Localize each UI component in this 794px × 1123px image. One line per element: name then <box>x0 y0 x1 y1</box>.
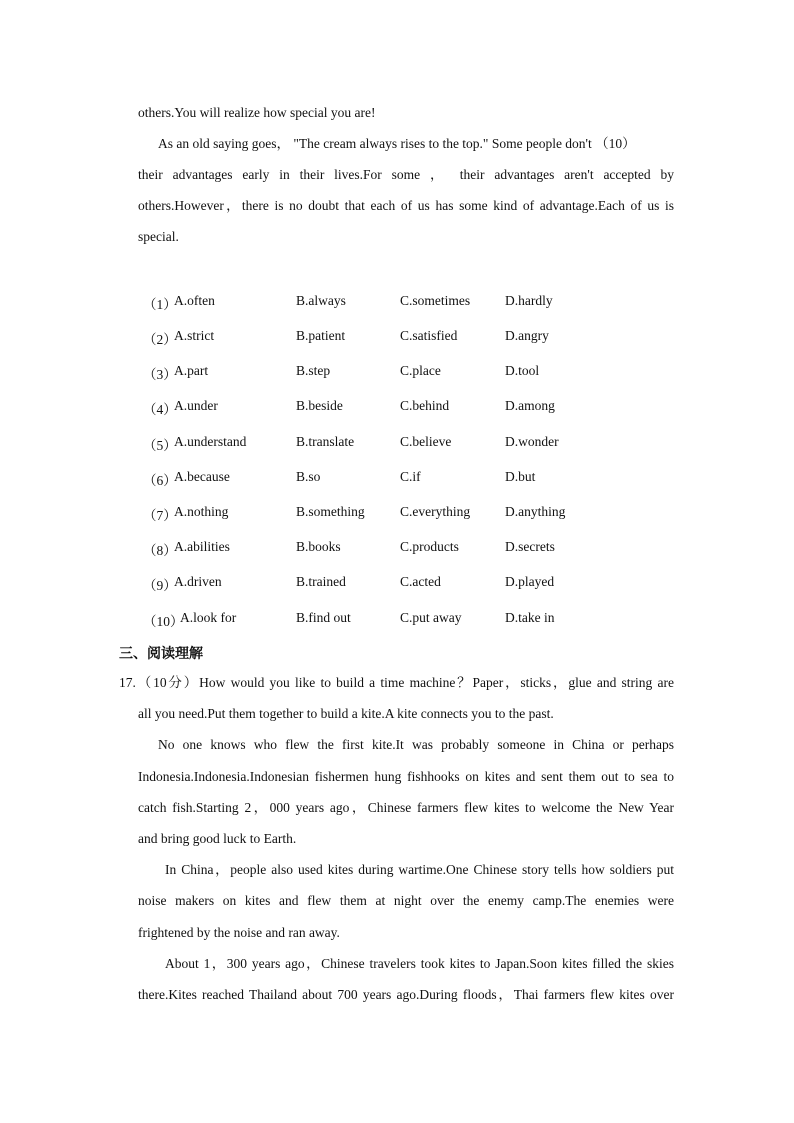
choice-b: B.patient <box>296 328 346 343</box>
choice-a: A.nothing <box>174 504 229 519</box>
passage-line: About 1，300 years ago，Chinese travelers took kites to Japan.Soon kites filled the skies <box>165 956 674 971</box>
choice-b: B.books <box>296 539 341 554</box>
choice-d: D.anything <box>505 504 566 519</box>
choice-a: A.abilities <box>174 539 230 554</box>
question-number: （4） <box>143 402 177 417</box>
choice-a: A.under <box>174 398 218 413</box>
option-row <box>143 539 683 557</box>
question-number: （1） <box>143 297 177 312</box>
question-number: （2） <box>143 332 177 347</box>
choice-c: C.satisfied <box>400 328 458 343</box>
question-number: （5） <box>143 438 177 453</box>
question-number: （6） <box>143 473 177 488</box>
choice-c: C.believe <box>400 434 452 449</box>
choice-d: D.wonder <box>505 434 559 449</box>
choice-a: A.part <box>174 363 209 378</box>
option-row <box>143 363 683 381</box>
choice-b: B.find out <box>296 610 351 625</box>
choice-a: A.look for <box>180 610 237 625</box>
choice-b: B.always <box>296 293 346 308</box>
choice-d: D.hardly <box>505 293 553 308</box>
choice-c: C.place <box>400 363 441 378</box>
option-row <box>143 574 683 592</box>
choice-c: C.if <box>400 469 421 484</box>
choice-c: C.sometimes <box>400 293 471 308</box>
option-row <box>143 469 683 487</box>
option-row <box>143 504 683 522</box>
choice-d: D.among <box>505 398 555 413</box>
question-number: （7） <box>143 508 177 523</box>
choice-b: B.translate <box>296 434 355 449</box>
question-prompt: 17.（10分）How would you like to build a time machine？Paper，sticks，glue and string are <box>119 675 674 690</box>
passage-line: No one knows who flew the first kite.It was probably someone in China or perhaps <box>158 737 674 752</box>
choice-c: C.behind <box>400 398 450 413</box>
option-row <box>143 293 683 311</box>
question-number: （10） <box>143 614 184 629</box>
choice-b: B.something <box>296 504 365 519</box>
option-row <box>143 398 683 416</box>
choice-d: D.take in <box>505 610 555 625</box>
question-number: （9） <box>143 578 177 593</box>
choice-d: D.secrets <box>505 539 555 554</box>
choice-c: C.acted <box>400 574 441 589</box>
passage-line: As an old saying goes， "The cream always rises to the top." Some people don't （10） <box>158 136 636 151</box>
choice-a: A.driven <box>174 574 222 589</box>
choice-b: B.trained <box>296 574 346 589</box>
option-row <box>143 434 683 452</box>
choice-a: A.understand <box>174 434 247 449</box>
choice-c: C.products <box>400 539 459 554</box>
choice-d: D.played <box>505 574 555 589</box>
passage-line: their advantages early in their lives.For some ， their advantages aren't accepted by <box>138 167 674 182</box>
passage-line: others.However，there is no doubt that each of us has some kind of advantage.Each of us is <box>138 198 674 213</box>
option-row <box>143 328 683 346</box>
choice-d: D.tool <box>505 363 540 378</box>
passage-line: special. <box>138 229 179 244</box>
choice-a: A.often <box>174 293 215 308</box>
passage-line: others.You will realize how special you are! <box>138 105 376 120</box>
passage-line: In China，people also used kites during wartime.One Chinese story tells how soldiers put <box>165 862 674 877</box>
question-number: （3） <box>143 367 177 382</box>
option-row <box>143 610 683 628</box>
passage-line: noise makers on kites and flew them at night over the enemy camp.The enemies were <box>138 893 674 908</box>
choice-c: C.put away <box>400 610 462 625</box>
choice-b: B.step <box>296 363 331 378</box>
question-number: （8） <box>143 543 177 558</box>
choice-b: B.so <box>296 469 321 484</box>
choice-d: D.angry <box>505 328 549 343</box>
choice-b: B.beside <box>296 398 343 413</box>
choice-c: C.everything <box>400 504 471 519</box>
choice-a: A.strict <box>174 328 215 343</box>
passage-line: catch fish.Starting 2，000 years ago，Chinese farmers flew kites to welcome the New Year <box>138 800 674 815</box>
section-title: 三、阅读理解 <box>119 646 203 662</box>
passage-line: all you need.Put them together to build a kite.A kite connects you to the past. <box>138 706 554 721</box>
passage-line: frightened by the noise and ran away. <box>138 925 340 940</box>
choice-a: A.because <box>174 469 230 484</box>
passage-line: Indonesia.Indonesia.Indonesian fishermen hung fishhooks on kites and sent them out to sea to <box>138 769 674 784</box>
choice-d: D.but <box>505 469 536 484</box>
passage-line: there.Kites reached Thailand about 700 years ago.During floods，Thai farmers flew kites over <box>138 987 674 1002</box>
passage-line: and bring good luck to Earth. <box>138 831 297 846</box>
